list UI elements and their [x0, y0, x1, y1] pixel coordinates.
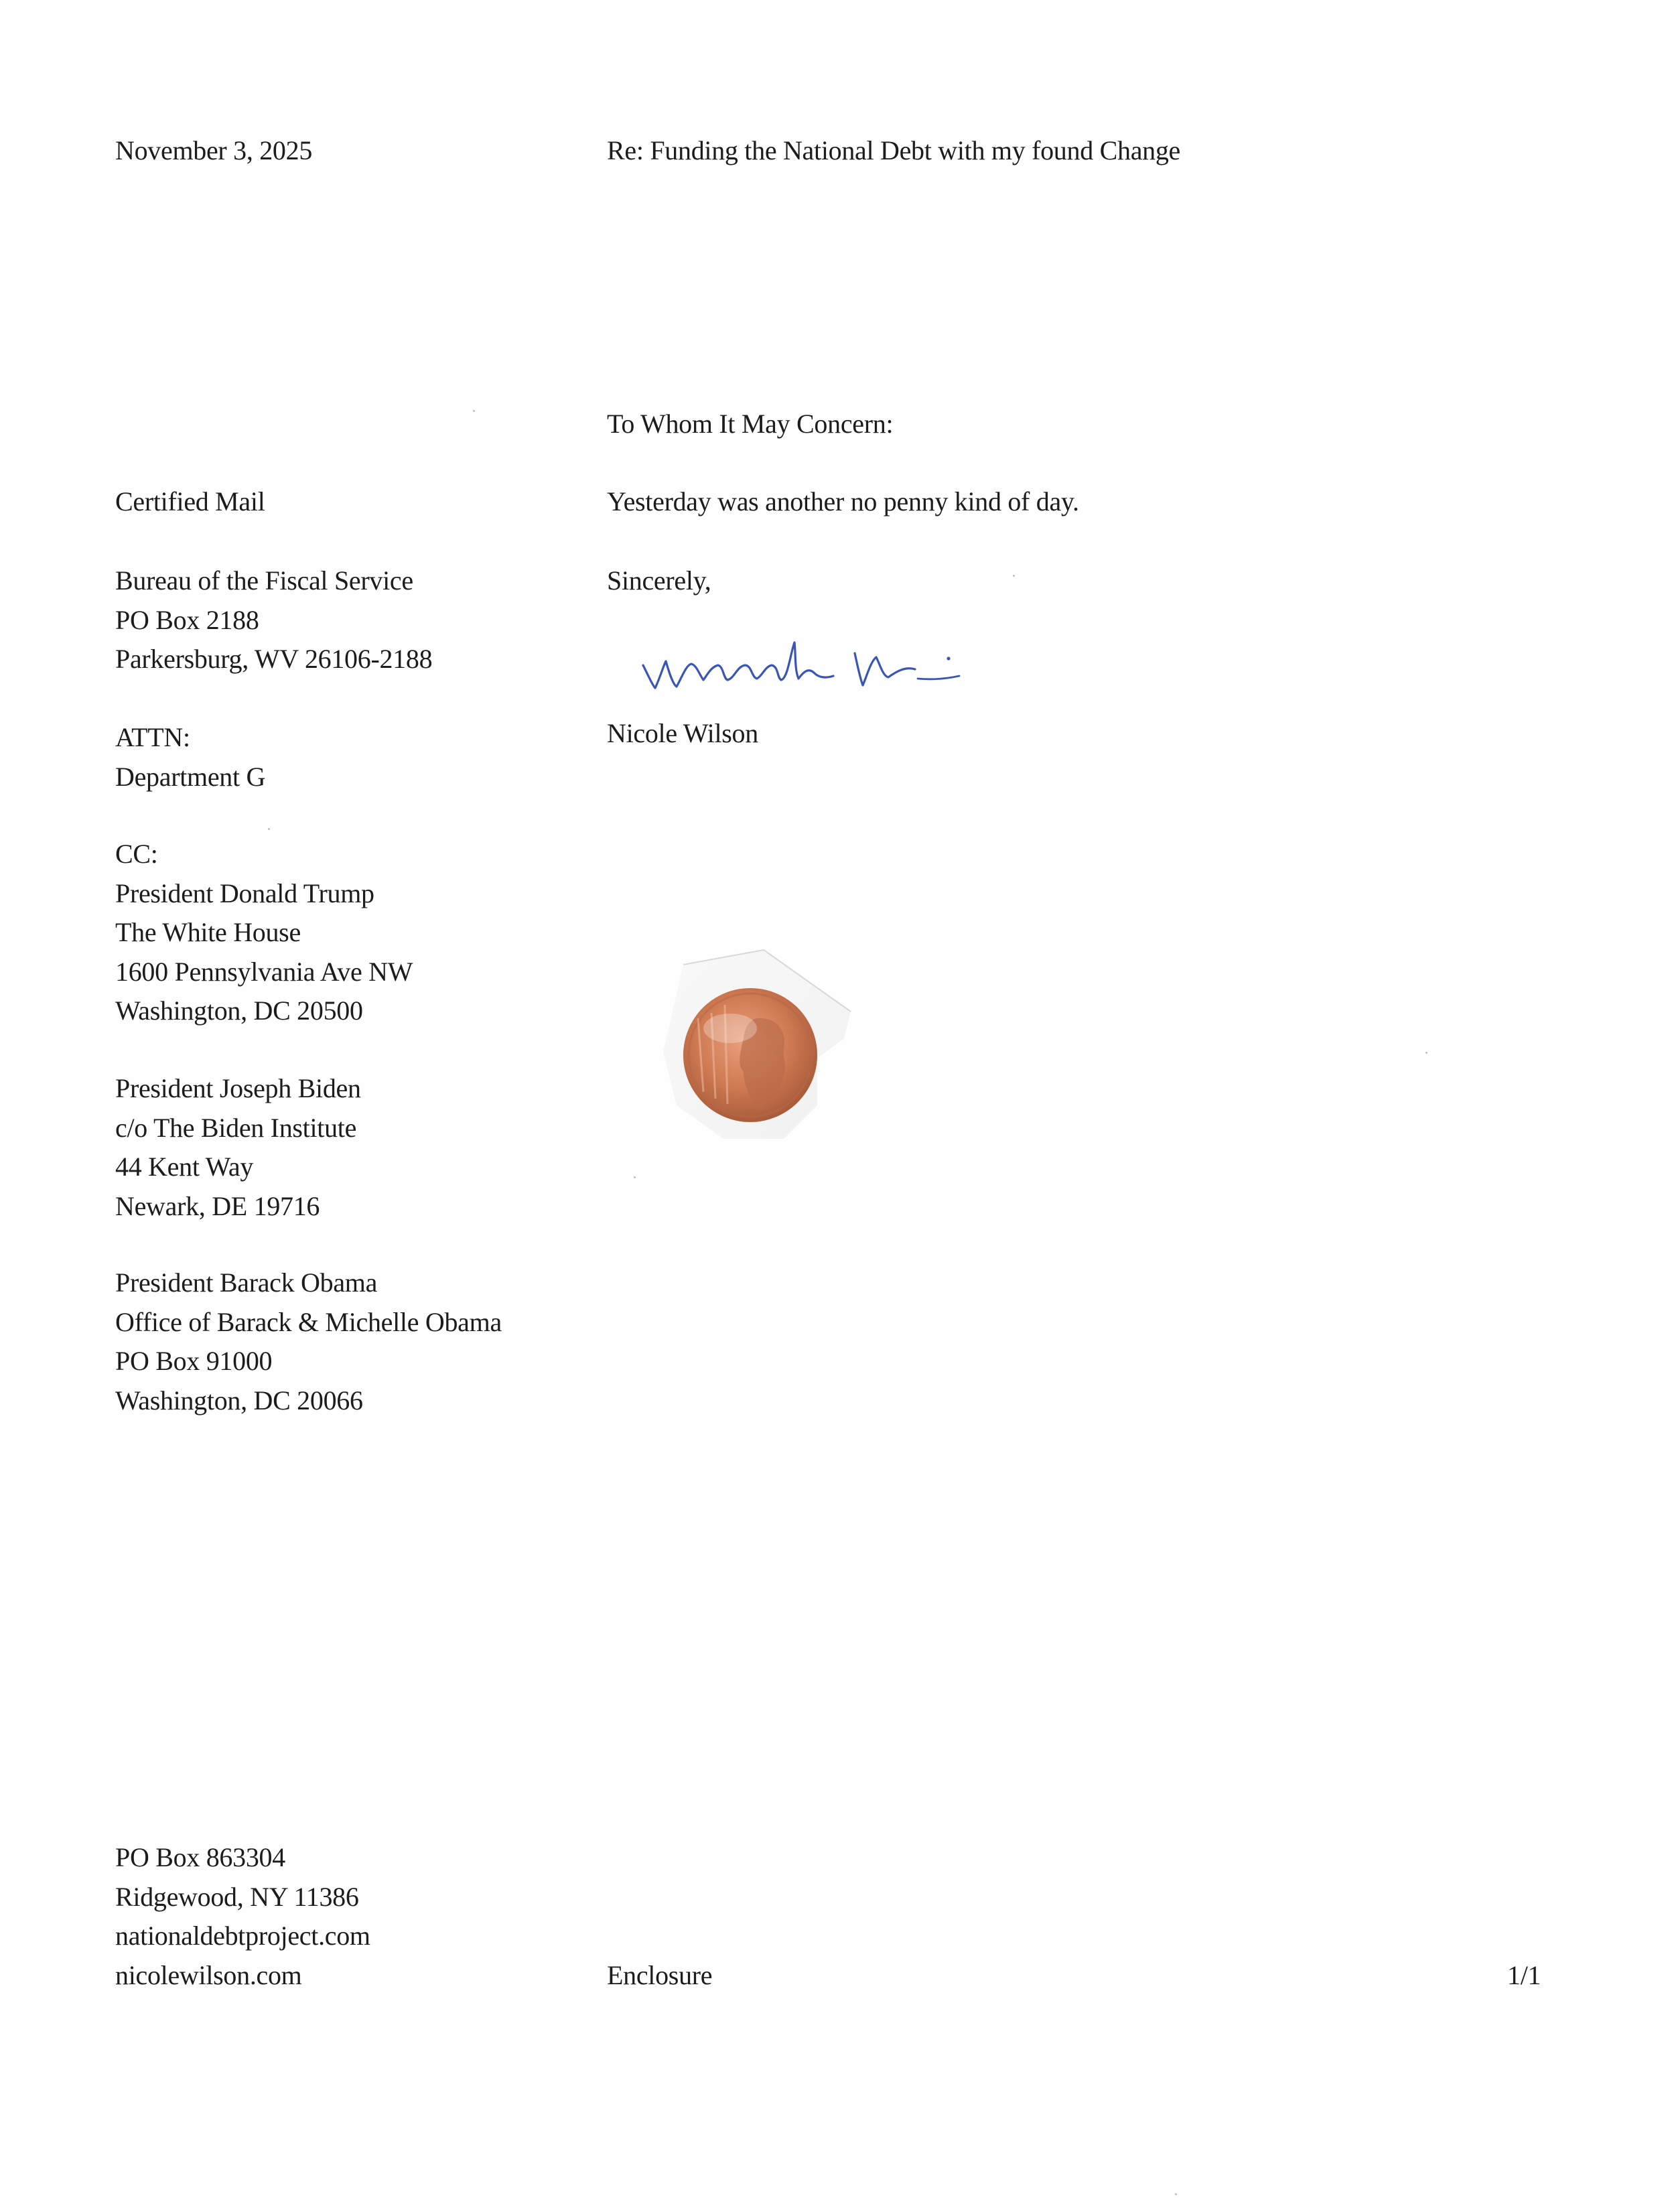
cc-line: CC: — [115, 839, 158, 869]
cc-line: President Joseph Biden — [115, 1073, 361, 1103]
cc-line: Washington, DC 20500 — [115, 995, 363, 1026]
cc-line: Newark, DE 19716 — [115, 1190, 320, 1221]
cc-line: The White House — [115, 917, 301, 947]
enclosure-label: Enclosure — [607, 1960, 713, 1990]
scan-speck — [634, 1176, 636, 1178]
cc-trump-address — [115, 835, 413, 1031]
recipient-line: Parkersburg, WV 26106-2188 — [115, 644, 433, 674]
cc-line: President Barack Obama — [115, 1267, 378, 1298]
recipient-address — [115, 561, 432, 679]
cc-line: Office of Barack & Michelle Obama — [115, 1306, 502, 1337]
scan-speck — [268, 828, 270, 830]
taped-penny — [650, 938, 864, 1159]
cc-line: 44 Kent Way — [115, 1152, 254, 1182]
letter-subject: Re: Funding the National Debt with my found Change — [607, 135, 1180, 165]
closing: Sincerely, — [607, 565, 711, 596]
return-address-line: Ridgewood, NY 11386 — [115, 1881, 359, 1912]
letter-message: Yesterday was another no penny kind of day. — [607, 486, 1079, 516]
return-address-line: nicolewilson.com — [115, 1959, 302, 1990]
return-address — [115, 1838, 370, 1995]
scan-speck — [1425, 1052, 1427, 1054]
scan-speck — [473, 410, 475, 412]
attention-line: Department G — [115, 761, 266, 792]
return-address-line: PO Box 863304 — [115, 1842, 285, 1872]
return-address-line: nationaldebtproject.com — [115, 1921, 370, 1951]
cc-line: c/o The Biden Institute — [115, 1112, 357, 1143]
recipient-line: PO Box 2188 — [115, 604, 259, 635]
handwritten-signature — [630, 626, 991, 700]
scan-speck — [1013, 575, 1015, 577]
attention-line: ATTN: — [115, 722, 190, 752]
cc-biden-address — [115, 1069, 361, 1226]
scan-speck — [1175, 2193, 1177, 2195]
cc-line: 1600 Pennsylvania Ave NW — [115, 956, 413, 987]
attention-block — [115, 718, 265, 797]
cc-obama-address — [115, 1263, 502, 1420]
cc-line: President Donald Trump — [115, 878, 374, 908]
page-number: 1/1 — [1507, 1960, 1541, 1990]
signer-name: Nicole Wilson — [607, 718, 758, 748]
salutation: To Whom It May Concern: — [607, 409, 894, 439]
delivery-method: Certified Mail — [115, 486, 265, 516]
cc-line: Washington, DC 20066 — [115, 1385, 363, 1415]
cc-line: PO Box 91000 — [115, 1346, 273, 1376]
recipient-line: Bureau of the Fiscal Service — [115, 565, 413, 596]
letter-date: November 3, 2025 — [115, 135, 313, 165]
